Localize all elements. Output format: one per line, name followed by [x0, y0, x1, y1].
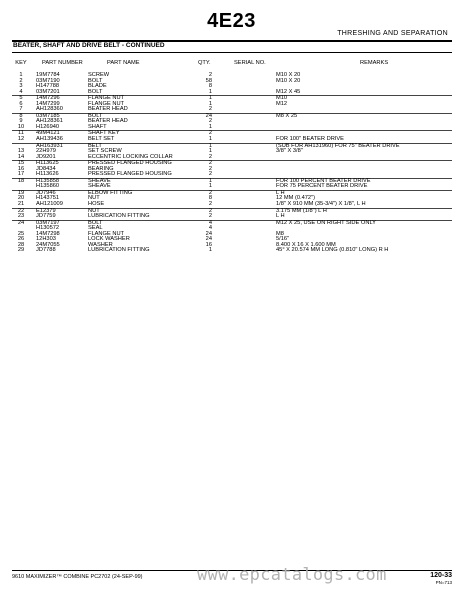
section-title: THRESHING AND SEPARATION [337, 30, 448, 37]
row-part-number: 14M7299 [36, 100, 60, 107]
row-part-number: H126940 [36, 123, 60, 130]
row-qty: 4 [208, 225, 212, 232]
row-key: 5 [19, 95, 23, 102]
row-part-name: SHEAVE [88, 183, 111, 190]
page-number: 120-33 [430, 572, 452, 579]
row-remarks: FOR 100" BEATER DRIVE [276, 136, 344, 143]
row-part-name: LUBRICATION FITTING [88, 213, 150, 220]
row-qty: 2 [208, 130, 212, 137]
row-qty: 4 [208, 219, 212, 226]
row-part-number: H147788 [36, 83, 60, 90]
row-qty: 2 [208, 106, 212, 113]
row-remarks: M8 [276, 230, 284, 237]
row-part-name: BELT SET [88, 136, 115, 143]
row-part-number: H130572 [36, 225, 60, 232]
row-qty: 24 [205, 112, 212, 119]
row-key: 9 [19, 118, 23, 125]
table-row [12, 248, 452, 254]
row-part-number: H113626 [36, 171, 59, 178]
row-qty: 1 [208, 183, 212, 190]
row-part-name: FLANGE NUT [88, 100, 125, 107]
row-key: 24 [17, 219, 25, 226]
row-part-number: JD7759 [36, 213, 56, 220]
row-part-name: BOLT [88, 77, 103, 84]
row-key: 15 [17, 160, 25, 167]
row-qty: 2 [208, 207, 212, 214]
row-remarks: M10 X 20 [276, 72, 301, 78]
row-key: 3 [19, 83, 23, 90]
row-part-name: SET SCREW [88, 148, 122, 155]
row-part-name: BELT [88, 142, 102, 149]
row-qty: 8 [208, 195, 212, 202]
row-part-number: H135860 [36, 183, 60, 190]
row-part-name: BLADE [88, 83, 107, 90]
row-part-name: NUT [88, 195, 100, 202]
row-qty: 1 [208, 177, 212, 184]
row-part-name: NUT [88, 207, 100, 214]
row-remarks: M12 X 25, USE ON RIGHT SIDE ONLY [276, 219, 376, 226]
row-part-name: SHAFT [88, 123, 107, 130]
row-part-number: 12H303 [36, 236, 56, 243]
row-part-name: HOSE [88, 201, 105, 208]
row-qty: 1 [208, 88, 212, 95]
row-remarks: 45° X 20.574 MM LONG (0.810" LONG) R H [276, 247, 389, 254]
row-part-number: H113625 [36, 160, 59, 167]
row-part-name: LOCK WASHER [88, 236, 130, 243]
row-part-name: FLANGE NUT [88, 230, 125, 237]
row-part-name: ELBOW FITTING [88, 189, 133, 196]
row-part-number: JD8434 [36, 165, 56, 172]
row-part-name: FLANGE NUT [88, 95, 125, 102]
row-qty: 24 [205, 230, 212, 237]
row-key: 2 [19, 77, 23, 84]
row-part-number: AH128360 [36, 106, 63, 113]
row-part-number: AH139436 [36, 136, 63, 143]
row-qty: 2 [208, 72, 212, 78]
row-qty: 2 [208, 171, 212, 178]
row-part-number: 03M7190 [36, 77, 60, 84]
row-key: 23 [17, 213, 25, 220]
row-qty: 1 [208, 123, 212, 130]
row-part-number: 14M7296 [36, 95, 60, 102]
header-part-name: PART NAME [107, 60, 140, 66]
row-part-number: 03M7201 [36, 88, 60, 95]
row-remarks: M10 X 20 [276, 77, 301, 84]
row-qty: 1 [208, 95, 212, 102]
table-subtitle: BEATER, SHAFT AND DRIVE BELT - CONTINUED [13, 42, 165, 49]
row-part-number: 14M7298 [36, 230, 60, 237]
row-remarks: 1/8" X 910 MM (35-3/4") X 1/8", L H [276, 201, 366, 208]
row-remarks: M8 X 25 [276, 112, 298, 119]
row-key: 7 [19, 106, 23, 113]
row-qty: 2 [208, 213, 212, 220]
row-qty: 1 [208, 148, 212, 155]
row-part-number: JD7788 [36, 247, 56, 254]
row-key: 21 [17, 201, 25, 208]
row-part-number: 22H979 [36, 148, 56, 155]
header-key: KEY [15, 60, 27, 66]
row-key: 10 [17, 123, 25, 130]
row-key: 26 [17, 236, 25, 243]
subtitle-rule [12, 52, 452, 53]
row-qty: 1 [208, 142, 212, 149]
row-remarks: (SUB FOR AH131960) FOR 75" BEATER DRIVE [276, 142, 400, 149]
row-part-name: BOLT [88, 88, 103, 95]
row-qty: 24 [205, 236, 212, 243]
row-part-number: 03M7185 [36, 112, 60, 119]
row-key: 11 [18, 130, 24, 137]
row-part-name: BEATER HEAD [88, 106, 128, 113]
row-key: 25 [17, 230, 25, 237]
watermark: www.epcatalogs.com [197, 565, 387, 585]
row-remarks: M12 X 45 [276, 88, 301, 95]
row-remarks: 3/8" X 3/8" [276, 148, 303, 155]
row-part-name: BEATER HEAD [88, 118, 128, 125]
row-qty: 2 [208, 160, 212, 167]
row-key: 13 [17, 148, 25, 155]
row-part-number: E12379 [36, 207, 56, 214]
row-part-number: H143751 [36, 195, 60, 202]
page-footer [12, 565, 452, 585]
row-part-number: 49M4121 [36, 130, 60, 137]
row-key: 8 [19, 112, 23, 119]
row-remarks: L H [276, 189, 285, 196]
row-qty: 2 [208, 189, 212, 196]
row-part-number: 19M7784 [36, 72, 60, 78]
row-part-number: 03M7197 [36, 219, 60, 226]
page-ref: PN=713 [435, 580, 452, 585]
row-part-name: BOLT [88, 112, 103, 119]
row-qty: 16 [205, 241, 212, 248]
row-part-name: PRESSED FLANGED HOUSING [88, 160, 172, 167]
row-part-name: BOLT [88, 219, 103, 226]
row-key: 28 [17, 241, 25, 248]
row-part-name: WASHER [88, 241, 113, 248]
row-key: 6 [19, 100, 23, 107]
row-qty: 1 [208, 100, 212, 107]
row-key: 18 [17, 177, 25, 184]
row-remarks: M12 [276, 100, 288, 107]
row-qty: 8 [208, 83, 212, 90]
row-qty: 2 [208, 165, 212, 172]
row-qty: 2 [208, 201, 212, 208]
row-part-number: 24M7055 [36, 241, 60, 248]
header-remarks: REMARKS [360, 60, 389, 66]
table-header [12, 57, 452, 73]
row-part-name: SHAFT KEY [88, 130, 120, 137]
row-remarks: 12 MM (0.472") [276, 195, 316, 202]
row-key: 22 [17, 207, 25, 214]
table-body [12, 73, 452, 254]
row-remarks: 5/16" [276, 236, 290, 243]
row-remarks: L H [276, 213, 285, 220]
row-part-number: AH121009 [36, 201, 63, 208]
footer-publication: 9610 MAXIMIZER™ COMBINE PC2702 (24-SEP-99) [12, 574, 143, 580]
row-key: 14 [17, 153, 25, 160]
row-part-number: JD7946 [36, 189, 56, 196]
row-qty: 2 [208, 153, 212, 160]
row-key: 16 [17, 165, 25, 172]
row-part-name: SHEAVE [88, 177, 111, 184]
row-key: 12 [17, 136, 25, 143]
row-remarks: FOR 75 PERCENT BEATER DRIVE [276, 183, 368, 190]
header-serial: SERIAL NO. [234, 60, 266, 66]
row-part-name: LUBRICATION FITTING [88, 247, 150, 254]
header-part-number: PART NUMBER [42, 60, 83, 66]
row-key: 1 [19, 72, 23, 78]
row-remarks: FOR 100 PERCENT BEATER DRIVE [276, 177, 371, 184]
row-part-name: BEARING [88, 165, 114, 172]
row-key: 17 [17, 171, 25, 178]
row-key: 4 [19, 88, 23, 95]
row-remarks: M10 [276, 95, 288, 102]
row-qty: 1 [208, 247, 212, 254]
row-key: 20 [17, 195, 25, 202]
row-part-name: PRESSED FLANGED HOUSING [88, 171, 172, 178]
header-qty: QTY. [198, 60, 211, 66]
row-remarks: 8.400 X 16 X 1.600 MM [276, 241, 336, 248]
row-part-number: AH128361 [36, 118, 63, 125]
row-part-name: ECCENTRIC LOCKING COLLAR [88, 153, 173, 160]
row-part-number: H135858 [36, 177, 60, 184]
row-key: 19 [17, 189, 25, 196]
row-qty: 2 [208, 118, 212, 125]
row-part-name: SEAL [88, 225, 103, 232]
page-title: 4E23 [207, 10, 256, 32]
row-remarks: 3.175 MM (1/8") L H [276, 207, 327, 214]
row-qty: 58 [205, 77, 212, 84]
row-part-number: AH163931 [36, 142, 63, 149]
row-part-number: JD9201 [36, 153, 56, 160]
parts-table [12, 57, 452, 254]
row-part-name: SCREW [88, 72, 110, 78]
row-key: 29 [17, 247, 25, 254]
row-qty: 1 [208, 136, 212, 143]
